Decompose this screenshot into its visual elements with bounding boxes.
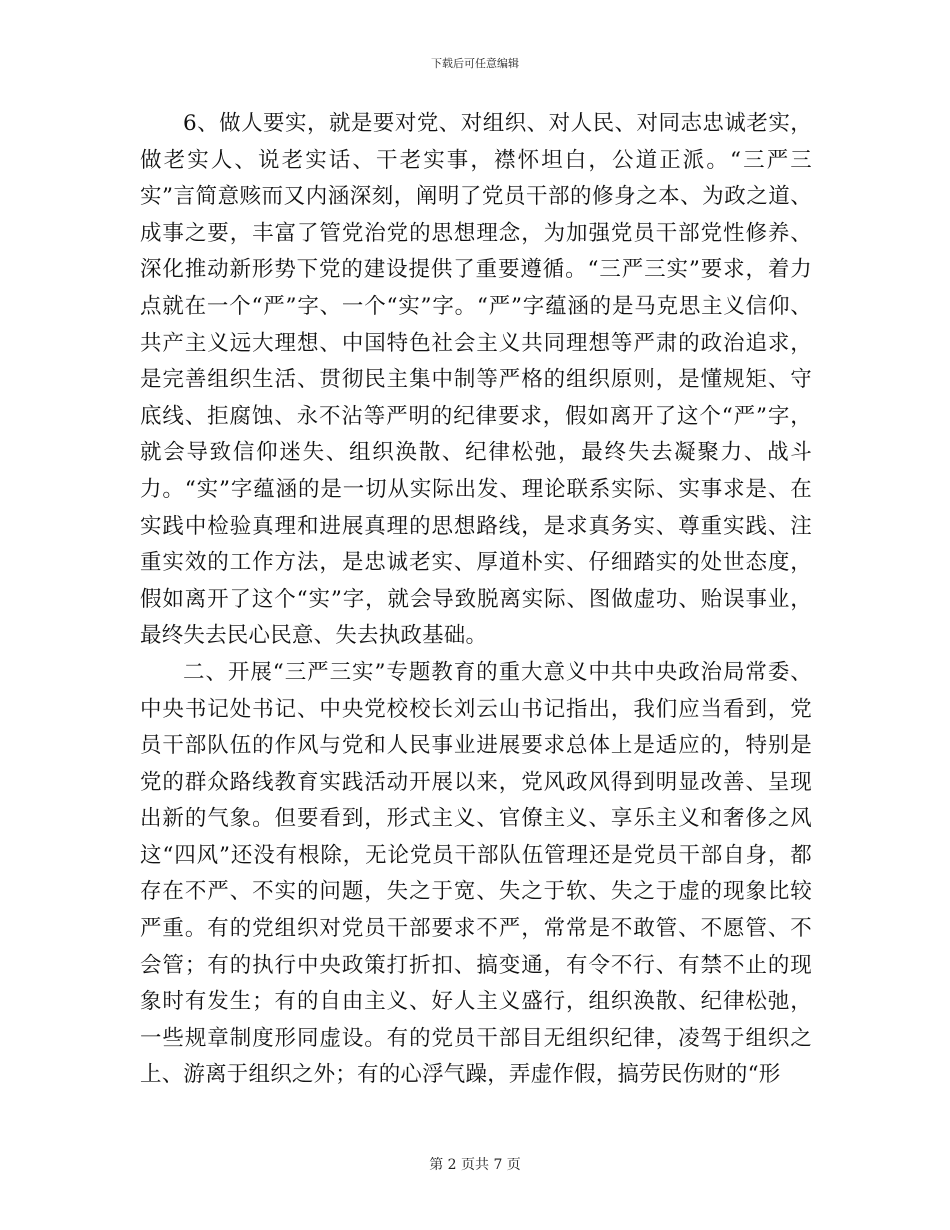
page-footer: 第 2 页共 7 页 xyxy=(429,1157,521,1173)
body-paragraph-1: 6、做人要实，就是要对党、对组织、对人民、对同志忠诚老实，做老实人、说老实话、干老实事，襟怀坦白，公道正派。“三严三实”言简意赅而又内涵深刻，阐明了党员干部的修身之本、为政之道、成事之要，丰富了管党治党的思想理念，为加强党员干部党性修养、深化推动新形势下党的建设提供了重要遵循。“三严三实”要求，着力点就在一个“严”字、一个“实”字。“严”字蕴涵的是马克思主义信仰、共产主义远大理想、中国特色社会主义共同理想等严肃的政治追求，是完善组织生活、贯彻民主集中制等严格的组织原则，是懂规矩、守底线、拒腐蚀、永不沾等严明的纪律要求，假如离开了这个“严”字，就会导致信仰迷失、组织涣散、纪律松弛，最终失去凝聚力、战斗力。“实”字蕴涵的是一切从实际出发、理论联系实际、实事求是、在实践中检验真理和进展真理的思想路线，是求真务实、尊重实践、注重实效的工作方法，是忠诚老实、厚道朴实、仔细踏实的处世态度，假如离开了这个“实”字，就会导致脱离实际、图做虚功、贻误事业，最终失去民心民意、失去执政基础。 xyxy=(140,111,812,649)
body-paragraph-2: 二、开展“三严三实”专题教育的重大意义中共中央政治局常委、中央书记处书记、中央党校校长刘云山书记指出，我们应当看到，党员干部队伍的作风与党和人民事业进展要求总体上是适应的，特别是党的群众路线教育实践活动开展以来，党风政风得到明显改善、呈现出新的气象。但要看到，形式主义、官僚主义、享乐主义和奢侈之风这“四风”还没有根除，无论党员干部队伍管理还是党员干部自身，都存在不严、不实的问题，失之于宽、失之于软、失之于虚的现象比较严重。有的党组织对党员干部要求不严，常常是不敢管、不愿管、不会管；有的执行中央政策打折扣、搞变通，有令不行、有禁不止的现象时有发生；有的自由主义、好人主义盛行，组织涣散、纪律松弛，一些规章制度形同虚设。有的党员干部目无组织纪律，凌驾于组织之上、游离于组织之外；有的心浮气躁，弄虚作假，搞劳民伤财的“形 xyxy=(140,659,812,1088)
document-body xyxy=(140,106,812,1094)
page-header: 下载后可任意编辑 xyxy=(431,57,519,70)
